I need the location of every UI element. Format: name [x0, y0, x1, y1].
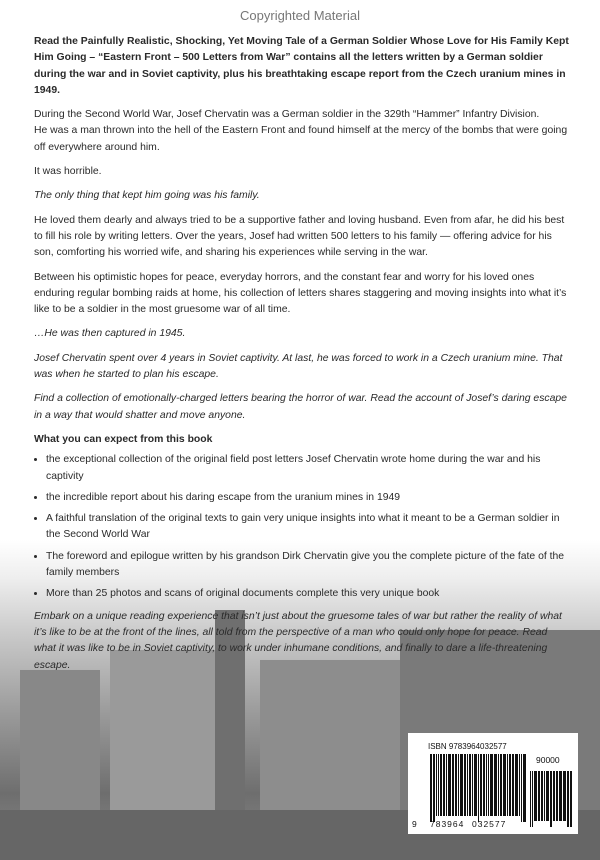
list-item: • the incredible report about his daring escape from the uranium mines in 1949 [46, 490, 570, 506]
paragraph: Between his optimistic hopes for peace, everyday horrors, and the constant fear and worry for his loved ones enduring regular bombing raids at home, his collection of letters shares staggering and moving insights into what it’s like to be a soldier in the most gruesome war of all time. [34, 271, 567, 316]
barcode-group-2: 032577 [472, 819, 507, 829]
barcode-bar [478, 754, 479, 822]
barcode-bar [438, 754, 439, 816]
barcode-bar [509, 754, 511, 816]
copyright-watermark: Copyrighted Material [240, 8, 360, 23]
barcode-bar [488, 754, 489, 816]
back-cover-text [34, 34, 570, 682]
barcode-bar [553, 771, 555, 821]
barcode-bar [521, 754, 522, 822]
barcode-bar [443, 754, 445, 816]
barcode-bar [519, 754, 520, 816]
paragraph-line: During the Second World War, Josef Chervatin was a German soldier in the 329th “Hammer” Infantry Division. [34, 109, 540, 121]
barcode-bar [469, 754, 471, 816]
barcode-bar [503, 754, 506, 816]
barcode-bar [448, 754, 451, 816]
paragraph: Find a collection of emotionally-charged letters bearing the horror of war. Read the account of Josef’s daring escape in a way that would shatter and move anyone. [34, 393, 567, 421]
barcode-group-1: 783964 [430, 819, 465, 829]
barcode-bar [563, 771, 566, 821]
paragraph: It was horrible. [34, 166, 102, 178]
barcode-bar [570, 771, 572, 827]
paragraph [34, 107, 570, 156]
barcode-bar [446, 754, 447, 816]
barcode-bar [464, 754, 466, 816]
barcode-bar [532, 771, 533, 827]
paragraph: He loved them dearly and always tried to be a supportive father and loving husband. Even from afar, he did his best to fill his role by writing letters. Over the years, Josef had written 500 letters to his family — offering advice for his son, comforting his worried wife, and sharing his experiences while serving in the war. [34, 214, 565, 259]
addon-number: 90000 [536, 755, 560, 765]
barcode-bar [436, 754, 437, 816]
barcode-bar [556, 771, 558, 821]
barcode-bar [494, 754, 497, 816]
barcode-first-digit: 9 [412, 819, 417, 829]
barcode-bar [567, 771, 569, 827]
barcode-bar [559, 771, 562, 821]
paragraph-line: He was a man thrown into the hell of the Eastern Front and found himself at the mercy of the bombs that were going off everywhere around him. [34, 125, 568, 153]
closing-paragraph: Embark on a unique reading experience that isn’t just about the gruesome tales of war but rather the reality of what it’s like to be at the front of the lines, all told from the perspective of a man who could only hope for peace. Read what it was like to be in Soviet captivity, to work under inhumane conditions, and finally to dare a life-threatening escape. [34, 610, 562, 671]
barcode-bar [544, 771, 545, 821]
barcode-bar [440, 754, 442, 816]
barcode-bar [480, 754, 482, 816]
list-item: • More than 25 photos and scans of original documents complete this very unique book [46, 586, 570, 602]
barcode-bar [541, 771, 543, 821]
addon-barcode-bars [530, 771, 573, 827]
list-item: • The foreword and epilogue written by his grandson Dirk Chervatin give you the complete picture of the fate of the family members [46, 549, 570, 582]
barcode-bar [458, 754, 459, 816]
barcode-bar [538, 771, 540, 821]
barcode-bar [498, 754, 499, 816]
paragraph: …He was then captured in 1945. [34, 328, 186, 340]
paragraph: Josef Chervatin spent over 4 years in Soviet captivity. At last, he was forced to work in a Czech uranium mine. That was when he started to plan his escape. [34, 352, 563, 381]
barcode-bar [467, 754, 468, 816]
barcode-bars [430, 754, 527, 822]
feature-list [34, 452, 570, 602]
barcode-bar [512, 754, 514, 816]
intro-paragraph: Read the Painfully Realistic, Shocking, Yet Moving Tale of a German Soldier Whose Love for His Family Kept Him Going – “Eastern Front – 500 Letters from War” contains all the letters written by a German soldier during the war and in Soviet captivity, plus his breathtaking escape report from the Czech uranium mines in 1949. [34, 36, 569, 96]
isbn-barcode [408, 733, 578, 834]
barcode-bar [515, 754, 518, 816]
barcode-bar [550, 771, 552, 827]
barcode-bar [534, 771, 537, 821]
barcode-bar [530, 771, 531, 827]
barcode-bar [546, 771, 549, 821]
barcode-bar [490, 754, 493, 816]
list-item: • the exceptional collection of the original field post letters Josef Chervatin wrote home during the war and his captivity [46, 452, 570, 485]
barcode-bar [430, 754, 432, 822]
barcode-bar [507, 754, 508, 816]
barcode-bar [486, 754, 487, 816]
barcode-bar [460, 754, 463, 816]
list-heading: What you can expect from this book [34, 433, 213, 445]
barcode-bar [523, 754, 526, 822]
barcode-bar [474, 754, 477, 816]
barcode-bar [500, 754, 502, 816]
list-item: • A faithful translation of the original texts to gain very unique insights into what it meant to be a German soldier in the Second World War [46, 511, 570, 544]
barcode-bar [452, 754, 454, 816]
barcode-bar [433, 754, 435, 822]
barcode-bar [455, 754, 457, 816]
barcode-bar [472, 754, 473, 816]
isbn-label: ISBN 9783964032577 [428, 742, 507, 751]
paragraph: The only thing that kept him going was his family. [34, 190, 260, 202]
barcode-bar [483, 754, 485, 816]
